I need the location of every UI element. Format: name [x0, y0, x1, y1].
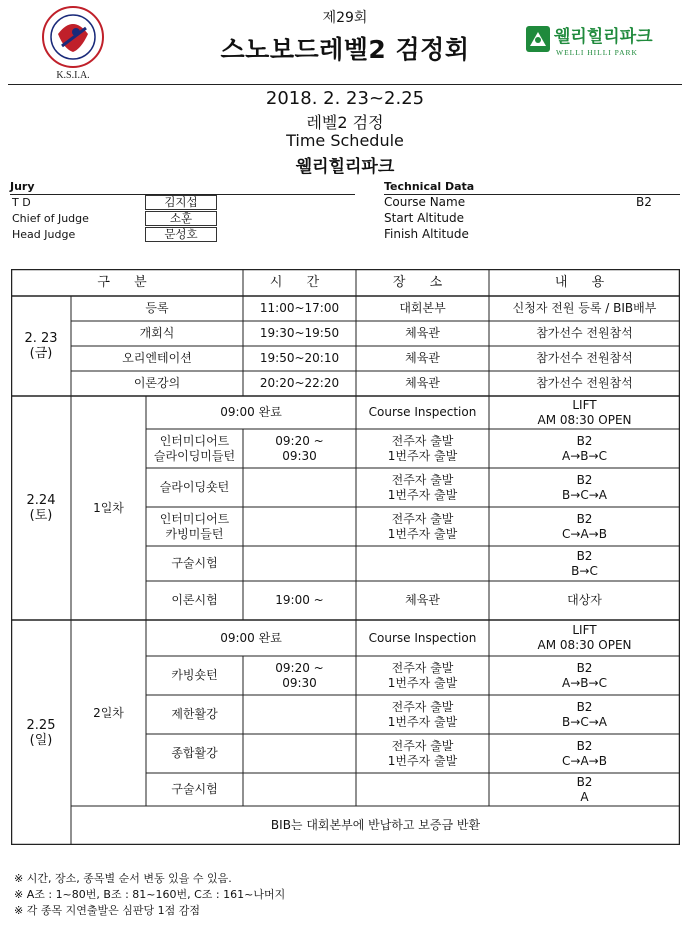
- d3-r1-course: B2: [576, 660, 593, 675]
- d3-r3-course: B2: [576, 738, 593, 753]
- day2-dow: (토): [29, 508, 53, 523]
- d2-r4-item: 구술시험: [171, 556, 218, 570]
- d3-inspection-time: 09:00 완료: [220, 630, 282, 645]
- d2-r5-item: 이론시험: [171, 593, 218, 607]
- page-title: 스노보드레벨2 검정회: [220, 35, 470, 64]
- d1-r1-item: 등록: [145, 301, 169, 315]
- d1-r2-time: 19:30~19:50: [259, 326, 340, 340]
- d3-r1-order: A→B→C: [562, 675, 607, 690]
- d3-r1-place-line2: 1번주자 출발: [387, 675, 458, 690]
- d2-r1-item-line2: 슬라이딩미들턴: [153, 448, 236, 463]
- day2-label: 1일차: [93, 500, 124, 515]
- day3-date-cell: [11, 620, 71, 845]
- d1-r4-time: 20:20~22:20: [259, 376, 340, 390]
- day3-dow: (일): [29, 732, 53, 748]
- venue-name: 웰리힐리파크: [295, 157, 395, 177]
- d2-inspection-place: Course Inspection: [368, 405, 477, 419]
- d2-r1-time: [243, 429, 356, 468]
- d2-r1-time-line2: 09:30: [282, 448, 317, 463]
- d3-r4-content: [489, 773, 680, 806]
- d1-r1-place: 대회본부: [399, 301, 446, 315]
- d3-r2-place: [356, 695, 489, 734]
- d2-r1-course: B2: [576, 433, 593, 448]
- d3-r3-order: C→A→B: [562, 753, 607, 768]
- d3-r1-place-line1: 전주자 출발: [391, 660, 454, 675]
- header-content: 내 용: [554, 275, 615, 290]
- d3-r1-time-line1: 09:20 ~: [275, 660, 324, 675]
- d3-r2-place-line2: 1번주자 출발: [387, 714, 458, 729]
- right-logo-sub: WELLI HILLI PARK: [556, 48, 638, 57]
- d3-r2-course: B2: [576, 699, 593, 714]
- d3-inspection-place: Course Inspection: [368, 630, 477, 645]
- d3-r3-item: 종합활강: [171, 746, 218, 760]
- day1-date-cell: [11, 296, 71, 396]
- d3-inspection-content: [489, 620, 680, 656]
- d2-r4-content: [489, 546, 680, 581]
- header-time: 시 간: [269, 275, 330, 290]
- d2-inspection-lift: LIFT: [572, 397, 597, 412]
- finish-altitude-label: Finish Altitude: [384, 227, 469, 241]
- d3-inspection-lift: LIFT: [572, 623, 597, 637]
- header-category: 구 분: [97, 275, 157, 290]
- d3-r1-time: [243, 656, 356, 695]
- d2-r2-course: B2: [576, 472, 593, 487]
- d2-r1-item-line1: 인터미디어트: [159, 433, 230, 448]
- d2-r3-course: B2: [576, 511, 593, 526]
- note-1: ※ 시간, 장소, 종목별 순서 변동 있을 수 있음.: [14, 872, 232, 885]
- d2-r3-item-line1: 인터미디어트: [159, 511, 230, 526]
- d2-r5-content: 대상자: [567, 593, 602, 607]
- d3-r1-time-line2: 09:30: [282, 675, 317, 690]
- d1-r2-place: 체육관: [405, 326, 440, 340]
- schedule-table: [11, 269, 680, 845]
- d3-r1-place: [356, 656, 489, 695]
- course-name-value: B2: [636, 195, 652, 209]
- d2-r4-course: B2: [576, 548, 593, 563]
- d3-r2-item: 제한활강: [171, 707, 218, 721]
- note-2: ※ A조 : 1~80번, B조 : 81~160번, C조 : 161~나머지: [14, 888, 286, 901]
- d3-r3-place-line1: 전주자 출발: [391, 738, 454, 753]
- d1-r2-content: 참가선수 전원참석: [536, 326, 633, 340]
- course-name-label: Course Name: [384, 195, 466, 209]
- day3-label: 2일차: [93, 705, 124, 720]
- d2-inspection-content: [489, 396, 680, 429]
- d2-r2-content: [489, 468, 680, 507]
- d2-inspection-time: 09:00 완료: [220, 405, 282, 419]
- ksia-logo-text: K.S.I.A.: [56, 70, 90, 81]
- d2-r3-item: [146, 507, 243, 546]
- jury-chief-label: Chief of Judge: [12, 212, 89, 225]
- d3-r1-item: 카빙숏턴: [171, 668, 218, 682]
- d1-r3-item: 오리엔테이션: [122, 351, 192, 365]
- d3-r4-item: 구술시험: [171, 782, 218, 796]
- d2-r1-order: A→B→C: [562, 448, 607, 463]
- d2-r1-place-line1: 전주자 출발: [391, 433, 454, 448]
- d3-r3-content: [489, 734, 680, 773]
- jury-head-label: Head Judge: [12, 228, 76, 241]
- day1-date: 2. 23: [24, 331, 58, 346]
- event-name: 레벨2 검정: [306, 113, 384, 132]
- d2-r1-time-line1: 09:20 ~: [275, 433, 324, 448]
- event-dates: 2018. 2. 23~2.25: [265, 88, 425, 109]
- d1-r1-time: 11:00~17:00: [259, 301, 340, 315]
- d1-r4-place: 체육관: [405, 376, 440, 390]
- d2-r1-place: [356, 429, 489, 468]
- d2-r3-place-line1: 전주자 출발: [391, 511, 454, 526]
- d3-r2-place-line1: 전주자 출발: [391, 699, 454, 714]
- jury-chief-value: 소훈: [145, 211, 217, 226]
- day3-date: 2.25: [26, 717, 56, 733]
- d1-r2-item: 개회식: [139, 326, 175, 340]
- d1-r3-content: 참가선수 전원참석: [536, 351, 633, 365]
- session-number: 제29회: [322, 10, 368, 26]
- d2-r2-place-line1: 전주자 출발: [391, 472, 454, 487]
- d1-r4-content: 참가선수 전원참석: [536, 376, 633, 390]
- d3-r4-order: A: [580, 789, 589, 804]
- d1-r4-item: 이론강의: [133, 376, 181, 390]
- d2-r1-content: [489, 429, 680, 468]
- d3-r3-place-line2: 1번주자 출발: [387, 753, 458, 768]
- note-3: ※ 각 종목 지연출발은 심판당 1점 감점: [14, 904, 200, 917]
- d3-r1-content: [489, 656, 680, 695]
- d2-r3-order: C→A→B: [562, 526, 607, 541]
- d2-r2-place-line2: 1번주자 출발: [387, 487, 458, 502]
- welli-hilli-logo: [524, 22, 680, 62]
- d2-r1-item: [146, 429, 243, 468]
- jury-head-value: 문성호: [145, 227, 217, 242]
- d2-r2-item: 슬라이딩숏턴: [159, 480, 230, 494]
- day2-date-cell: [11, 396, 71, 620]
- d3-r4-course: B2: [576, 774, 593, 789]
- d2-r3-content: [489, 507, 680, 546]
- header-place: 장 소: [392, 275, 453, 290]
- technical-heading: Technical Data: [384, 180, 475, 193]
- start-altitude-label: Start Altitude: [384, 211, 465, 225]
- d3-r2-order: B→C→A: [562, 714, 607, 729]
- day1-dow: (금): [29, 346, 53, 361]
- d2-r2-order: B→C→A: [562, 487, 607, 502]
- d2-r5-place: 체육관: [405, 593, 440, 607]
- d3-inspection-open: AM 08:30 OPEN: [537, 638, 632, 652]
- d3-r3-place: [356, 734, 489, 773]
- header-divider: [8, 84, 682, 85]
- d2-r1-place-line2: 1번주자 출발: [387, 448, 458, 463]
- d2-r3-place: [356, 507, 489, 546]
- jury-heading: Jury: [10, 180, 35, 193]
- day2-date: 2.24: [26, 493, 56, 508]
- jury-td-label: T D: [12, 196, 31, 209]
- d2-r5-time: 19:00 ~: [275, 593, 324, 607]
- d2-r2-place: [356, 468, 489, 507]
- d3-r2-content: [489, 695, 680, 734]
- d2-r3-place-line2: 1번주자 출발: [387, 526, 458, 541]
- d2-r4-order: B→C: [571, 563, 598, 578]
- d1-r1-content: 신청자 전원 등록 / BIB배부: [512, 301, 657, 315]
- right-logo-name: 웰리힐리파크: [554, 27, 653, 47]
- d1-r3-time: 19:50~20:10: [259, 351, 340, 365]
- jury-td-value: 김지섭: [145, 195, 217, 210]
- d2-inspection-open: AM 08:30 OPEN: [537, 412, 632, 427]
- d2-r3-item-line2: 카빙미들턴: [165, 526, 224, 541]
- d1-r3-place: 체육관: [405, 351, 440, 365]
- schedule-subtitle: Time Schedule: [286, 131, 404, 150]
- bib-return-note: BIB는 대회본부에 반납하고 보증금 반환: [270, 818, 481, 832]
